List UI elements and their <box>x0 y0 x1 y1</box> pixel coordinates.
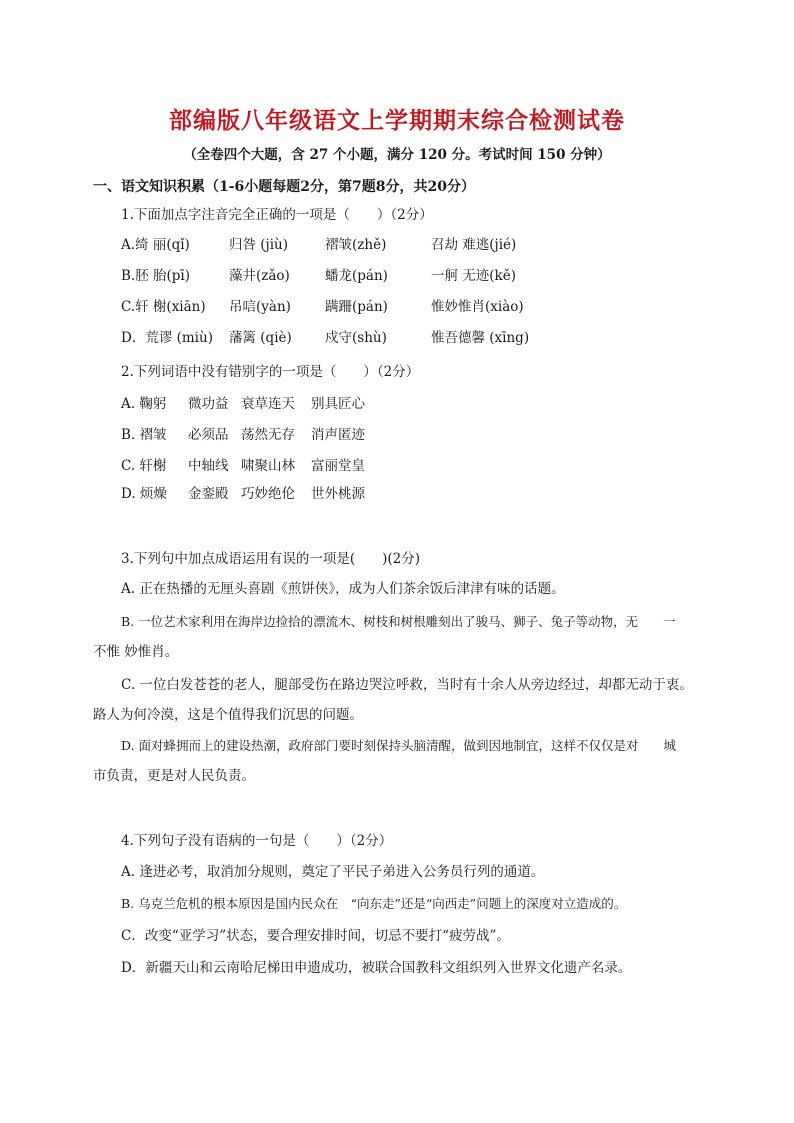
option-cell: 一舸 无迹(kě) <box>431 268 516 284</box>
option-cell: 微功益 <box>188 396 229 412</box>
option-cell: 衰草连天 <box>241 396 295 412</box>
option-cell: 巧妙绝伦 <box>241 486 295 502</box>
section-heading: 一、语文知识积累（1-6小题每题2分，第7题8分，共20分） <box>93 179 475 195</box>
question-3-option-b: B. 一位艺术家利用在海岸边捡拾的漂流木、树枝和树根雕刻出了骏马、狮子、兔子等动物，无 一 <box>121 614 676 629</box>
question-4-option-b: B. 乌克兰危机的根本原因是国内民众在 “向东走”还是“向西走”问题上的深度对立造成的。 <box>121 896 627 911</box>
question-3-option-d: D. 面对蜂拥而上的建设热潮，政府部门要时刻保持头脑清醒，做到因地制宜，这样不仅仅是对 城 <box>121 738 677 753</box>
option-cell: D. 烦燥 <box>121 486 167 502</box>
option-cell: 召劫 难逃(jié) <box>431 237 517 253</box>
option-cell: 褶皱(zhě) <box>325 237 387 253</box>
option-cell: 惟吾德馨 (xīng) <box>431 330 530 346</box>
option-cell: 藩篱 (qiè) <box>229 330 292 346</box>
option-cell: 别具匠心 <box>311 396 365 412</box>
option-cell: B. 褶皱 <box>121 427 167 443</box>
option-cell: 消声匿迹 <box>311 427 365 443</box>
question-3-option-c: C. 一位白发苍苍的老人，腿部受伤在路边哭泣呼救，当时有十余人从旁边经过，却都无动于衷。 <box>121 677 693 693</box>
option-cell: 中轴线 <box>188 458 229 474</box>
question-1-stem: 1.下面加点字注音完全正确的一项是（ ）（2分） <box>121 207 433 223</box>
page-title: 部编版八年级语文上学期期末综合检测试卷 <box>169 108 625 134</box>
option-cell: 归咎 (jiù) <box>229 237 289 253</box>
question-3-option-a: A. 正在热播的无厘头喜剧《煎饼侠》，成为人们茶余饭后津津有味的话题。 <box>121 581 565 597</box>
option-cell: 荡然无存 <box>241 427 295 443</box>
option-cell: A. 鞠躬 <box>121 396 167 412</box>
option-cell: 藻井(zǎo) <box>229 268 290 284</box>
option-cell: 世外桃源 <box>311 486 365 502</box>
question-3-option-c-cont: 路人为何冷漠，这是个值得我们沉思的问题。 <box>93 707 363 723</box>
option-cell: 蹒跚(pán) <box>325 299 388 315</box>
option-cell: C. 轩榭 <box>121 458 167 474</box>
question-4-option-d: D．新疆天山和云南哈尼梯田申遗成功，被联合国教科文组织列入世界文化遗产名录。 <box>121 960 632 976</box>
option-cell: 富丽堂皇 <box>311 458 365 474</box>
question-4-option-c: C．改变“亚学习”状态，要合理安排时间，切忌不要打“疲劳战”。 <box>121 928 510 944</box>
question-3-stem: 3.下列句中加点成语运用有误的一项是( )(2分) <box>121 551 421 567</box>
question-4-stem: 4.下列句子没有语病的一句是（ ）（2分） <box>121 833 393 849</box>
option-cell: D．荒谬 (miù) <box>121 330 213 346</box>
exam-subtitle: （全卷四个大题，含 27 个小题，满分 120 分。考试时间 150 分钟） <box>183 147 611 163</box>
option-cell: 惟妙惟肖(xiào) <box>431 299 524 315</box>
question-3-option-b-cont: 不惟 妙惟肖。 <box>93 644 179 660</box>
question-3-option-d-cont: 市负责，更是对人民负责。 <box>93 768 255 784</box>
question-2-stem: 2.下列词语中没有错别字的一项是（ ）（2分） <box>121 364 420 380</box>
question-4-option-a: A. 逢进必考，取消加分规则，奠定了平民子弟进入公务员行列的通道。 <box>121 864 545 880</box>
option-cell: 吊唁(yàn) <box>229 299 291 315</box>
option-cell: 金銮殿 <box>188 486 229 502</box>
option-cell: 蟠龙(pán) <box>325 268 388 284</box>
option-cell: 啸聚山林 <box>241 458 295 474</box>
option-cell: 戍守(shù) <box>325 330 387 346</box>
option-cell: C.轩 榭(xiān) <box>121 299 206 315</box>
option-cell: B.胚 胎(pī) <box>121 268 190 284</box>
option-cell: A.绮 丽(qǐ) <box>121 237 190 253</box>
option-cell: 必须品 <box>188 427 229 443</box>
